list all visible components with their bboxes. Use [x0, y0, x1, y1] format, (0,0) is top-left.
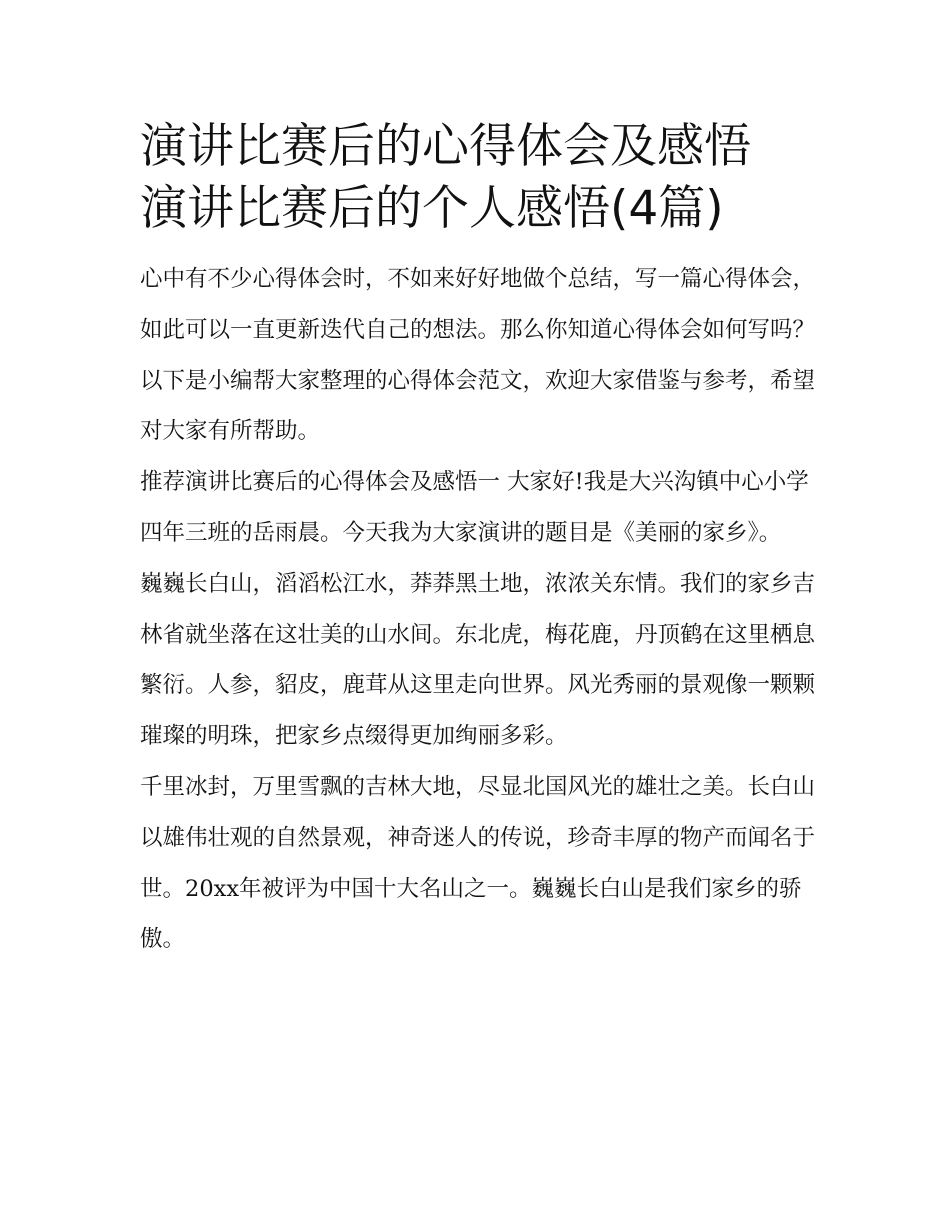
title-line-2: 演讲比赛后的个人感悟(4篇): [140, 181, 724, 236]
paragraph-changbai: 千里冰封，万里雪飘的吉林大地，尽显北国风光的雄壮之美。长白山以雄伟壮观的自然景观，神奇迷人的传说，珍奇丰厚的物产而闻名于世。20xx年被评为中国十大名山之一。巍巍长白山是我们家乡的骄傲。: [140, 773, 816, 953]
paragraph-intro: 心中有不少心得体会时，不如来好好地做个总结，写一篇心得体会，如此可以一直更新迭代自己的想法。那么你知道心得体会如何写吗？以下是小编帮大家整理的心得体会范文，欢迎大家借鉴与参考，希望对大家有所帮助。: [140, 266, 816, 445]
document-title: [140, 116, 815, 240]
title-line-1: 演讲比赛后的心得体会及感悟: [140, 119, 751, 174]
paragraph-greeting: 推荐演讲比赛后的心得体会及感悟一 大家好!我是大兴沟镇中心小学四年三班的岳雨晨。今天我为大家演讲的题目是《美丽的家乡》。: [140, 469, 809, 546]
document-body: [140, 116, 815, 965]
paragraph-landscape: 巍巍长白山，滔滔松江水，莽莽黑土地，浓浓关东情。我们的家乡吉林省就坐落在这壮美的山水间。东北虎，梅花鹿，丹顶鹤在这里栖息繁衍。人参，貂皮，鹿茸从这里走向世界。风光秀丽的景观像一颗颗璀璨的明珠，把家乡点缀得更加绚丽多彩。: [140, 570, 816, 750]
